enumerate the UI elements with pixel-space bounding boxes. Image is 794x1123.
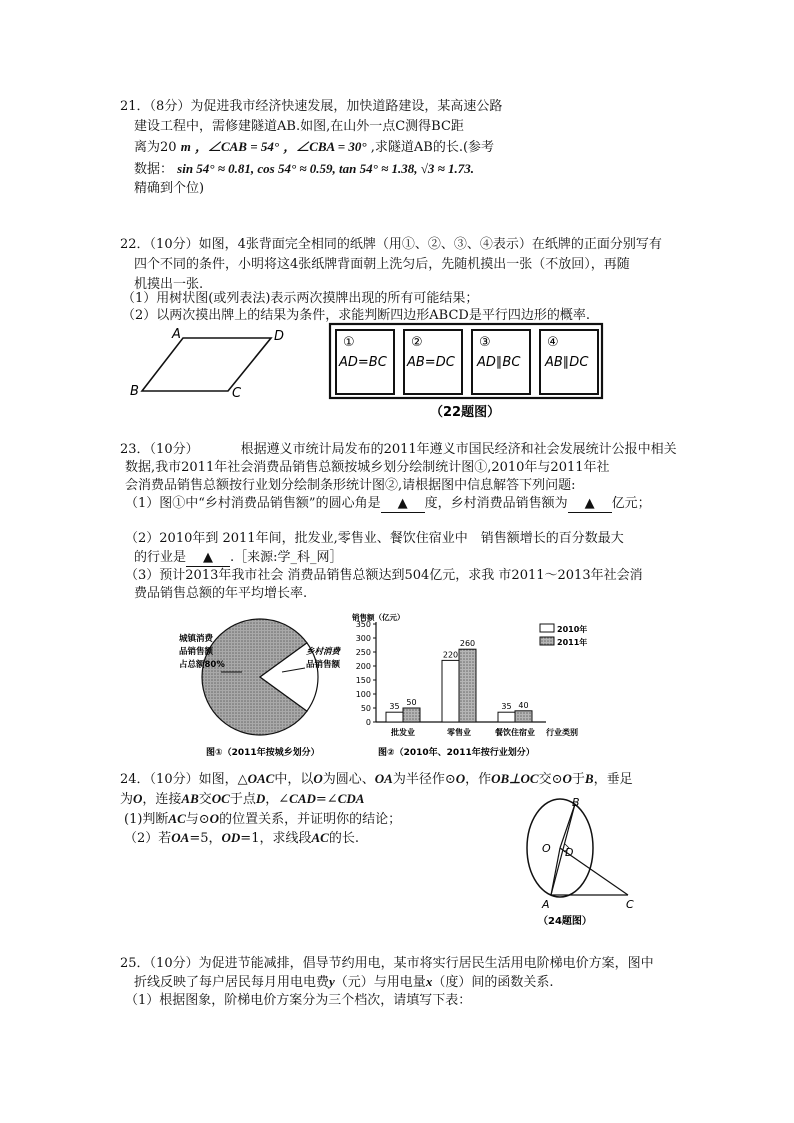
q24-math: CDA [337,791,365,806]
q24-math: AB [181,791,199,806]
q24-text: ，垂足 [593,772,633,787]
q21-line2: 建设工程中，需修建隧道AB.如图,在山外一点C测得BC距 [134,119,464,134]
pie-caption: 图①（2011年按城乡划分） [206,748,320,758]
card-3-number: ③ [479,335,491,350]
q24-text: 交 [198,792,212,807]
q21-data-line [134,160,474,179]
point-label-c: C [626,898,634,911]
q24-math: O [455,771,466,786]
bar-value-label: 40 [518,700,529,710]
q24-text: 中，以 [274,772,314,787]
q23-sub1 [125,495,651,513]
q24-math: OC [211,791,230,806]
parallelogram-abcd [142,338,271,391]
card-3 [472,330,530,394]
q24-math: O [209,811,220,826]
q25-line1: 25．（10分）为促进节能减排，倡导节约用电，某市将实行居民生活用电阶梯电价方案，图中 [120,956,654,971]
q22-parallelogram-figure [128,325,288,400]
card-1 [336,330,394,394]
q24-math: AC [168,811,186,826]
q24-text: 于 [571,772,585,787]
q23-line3: 会消费品销售总额按行业划分绘制条形统计图②,请根据图中信息解答下列问题: [125,478,576,493]
q24-figure-caption: （24题图） [538,916,592,927]
y-tick-label: 200 [355,662,371,671]
card-2-number: ② [411,335,423,350]
legend-swatch-2010 [540,624,554,632]
q23-line1 [120,441,677,459]
legend-label-2011: 2011年 [557,638,588,647]
q24-math: CAD [289,791,316,806]
card-4 [540,330,598,394]
point-label-d: D [565,846,574,859]
pie-urban-label-1: 城镇消费 [179,634,214,644]
q21-line3-post: ,求隧道AB的长.(参考 [370,140,495,155]
q25-line2 [134,973,553,992]
q25-text: 折线反映了每户居民每月用电电费 [134,975,330,990]
q21-angle-cab: ，∠CAB = 54° [194,139,280,154]
bar-caption: 图②（2010年、2011年按行业划分） [378,748,535,758]
q23-sub2-line2 [134,549,343,567]
q21-data-label: 数据： [134,162,174,177]
point-label-a: A [542,898,550,911]
q24-math: OD [221,830,241,845]
q23-blank-industry[interactable]: ▲ [186,550,230,567]
point-label-o: O [542,842,551,855]
q21-unit-m: m [180,139,191,154]
legend-label-2010: 2010年 [557,625,588,634]
card-2-condition: AB=DC [407,355,455,370]
q25-var-y: y [329,974,335,989]
q24-text: =5， [189,831,222,846]
q24-math: OA [374,771,393,786]
bar-value-label: 35 [501,702,512,712]
q25-var-x: x [425,974,433,989]
q23-line1-text: 根据遵义市统计局发布的2011年遵义市国民经济和社会发展统计公报中相关 [240,442,677,457]
q24-sub2 [124,829,359,848]
q23-sub3-line1: （3）预计2013年我市社会 消费品销售总额达到504亿元，求我 市2011～2013年社会消 [125,568,643,583]
bar-value-label: 220 [442,650,459,660]
q22-sub1: （1）用树状图(或列表法)表示两次摸牌出现的所有可能结果； [122,291,479,306]
q24-text: =∠ [315,792,338,807]
card-1-condition: AD=BC [339,355,387,370]
q23-sub3-line2: 费品销售总额的年平均增长率. [134,586,308,601]
q24-text: (1)判断 [124,812,169,827]
y-tick-label: 250 [355,648,371,657]
bar-value-label: 260 [459,639,476,649]
bar-2010-2 [442,660,459,722]
x-category-label: 餐饮住宿业 [495,728,535,737]
bar-x-axis-label: 行业类别 [546,728,578,737]
q24-text: ，∠ [265,792,290,807]
q24-math: D [255,791,266,806]
q22-line1: 22．（10分）如图，4张背面完全相同的纸牌（用①、②、③、④表示）在纸牌的正面分别写有 [120,237,662,252]
q23-sub1-text-b: 度，乡村消费品销售额为 [424,496,568,511]
card-3-condition: AD∥BC [477,355,521,370]
q25-text: （度）间的函数关系. [432,975,554,990]
bar-2011-2 [459,649,476,722]
q21-line3 [134,138,494,157]
q24-math: OB⊥OC [491,771,539,786]
card-2 [404,330,462,394]
q21-distance-text: 离为20 [134,140,177,155]
q21-line5: 精确到个位) [134,181,205,196]
q24-text: 为圆心、 [322,772,375,787]
q24-text: 与⊙ [185,812,210,827]
pie-urban-label-2: 品销售额 [179,647,214,657]
bar-2010-3 [498,712,515,722]
q23-sub2-line1: （2）2010年到 2011年间，批发业,零售业、餐饮住宿业中 销售额增长的百分数最大 [125,531,624,546]
card-4-condition: AB∥DC [545,355,589,370]
y-tick-label: 0 [365,718,371,727]
x-category-label: 零售业 [447,728,471,737]
q22-figure-caption: （22题图） [430,405,501,420]
vertex-label-a: A [172,327,181,342]
bar-2010-1 [386,712,403,722]
pie-urban-label-3: 占总额80% [179,660,225,670]
q23-sub1-text-c: 亿元； [611,496,651,511]
y-tick-label: 100 [355,690,371,699]
card-4-number: ④ [547,335,559,350]
bar-value-label: 35 [389,702,400,712]
vertex-label-b: B [130,384,139,399]
q22-line2: 四个不同的条件，小明将这4张纸牌背面朝上洗匀后，先随机摸出一张（不放回），再随 [134,257,630,272]
q23-bar-chart [346,610,608,760]
q24-text: 的长. [328,831,359,846]
q23-sub2-text-b: 的行业是 [134,550,187,565]
q24-text: ，连接 [142,792,182,807]
bar-2011-3 [515,711,532,722]
q24-text: 于点 [229,792,256,807]
q21-line1: 21．（8分）为促进我市经济快速发展，加快道路建设，某高速公路 [120,99,503,114]
bar-2011-1 [403,708,420,722]
q23-pie-chart [178,610,358,760]
q24-text: 24．（10分）如图，△ [120,772,248,787]
bar-legend [540,624,587,647]
vertex-label-d: D [274,329,285,344]
q23-sub2-text-c: .［来源:学_科_网］ [230,550,343,565]
q24-math: OA [171,830,190,845]
legend-swatch-2011 [540,637,554,645]
q24-text: （2）若 [124,831,172,846]
bar-value-label: 50 [406,698,417,707]
card-1-number: ① [343,335,355,350]
q24-math: OAC [247,771,275,786]
pie-rural-label-1: 乡村消费 [306,647,341,657]
q23-blank-rural-amount[interactable]: ▲ [568,496,612,513]
q24-text: 的位置关系，并证明你的结论； [219,812,402,827]
point-label-b: B [572,796,580,809]
q24-text: ，作 [465,772,492,787]
pie-rural-label-2: 品销售额 [306,660,341,670]
y-tick-label: 300 [355,634,371,643]
q25-sub1: （1）根据图象，阶梯电价方案分为三个档次，请填写下表： [125,993,472,1008]
q21-angle-cba: ，∠CBA = 30° [283,139,367,154]
q24-math: O [133,791,143,806]
x-category-label: 批发业 [391,728,415,737]
q24-math: O [562,771,572,786]
q25-text: （元）与用电量 [334,975,426,990]
q23-line2: 数据,我市2011年社会消费品销售总额按城乡划分绘制统计图①,2010年与2011年社 [125,460,610,475]
q24-text: 为半径作⊙ [392,772,456,787]
q23-number: 23．（10分） [120,442,199,457]
q24-sub1 [124,810,401,829]
q22-sub2: （2）以两次摸出牌上的结果为条件，求能判断四边形ABCD是平行四边形的概率. [122,308,590,323]
vertex-label-c: C [232,386,242,400]
q22-line3: 机摸出一张. [134,277,204,292]
y-tick-label: 50 [360,704,371,713]
q23-sub1-text-a: （1）图①中“乡村消费品销售额”的圆心角是 [125,496,381,511]
q24-circle-figure [508,796,638,931]
q21-data-values: sin 54° ≈ 0.81, cos 54° ≈ 0.59, tan 54° ≈ 1.38, √3 ≈ 1.73. [177,161,474,176]
q23-blank-angle[interactable]: ▲ [381,496,425,513]
q24-text: 为 [120,792,134,807]
q24-math: B [584,771,594,786]
q24-text: =1，求线段 [240,831,312,846]
bar-y-axis-label: 销售额（亿元） [352,613,405,622]
q24-math: AC [311,830,329,845]
q24-math: O [313,771,323,786]
q22-cards-figure [328,322,606,420]
y-tick-label: 150 [355,676,371,685]
q24-text: 交⊙ [538,772,563,787]
q24-line2 [120,790,364,809]
q24-line1 [120,770,633,789]
y-tick-label: 350 [355,620,371,629]
